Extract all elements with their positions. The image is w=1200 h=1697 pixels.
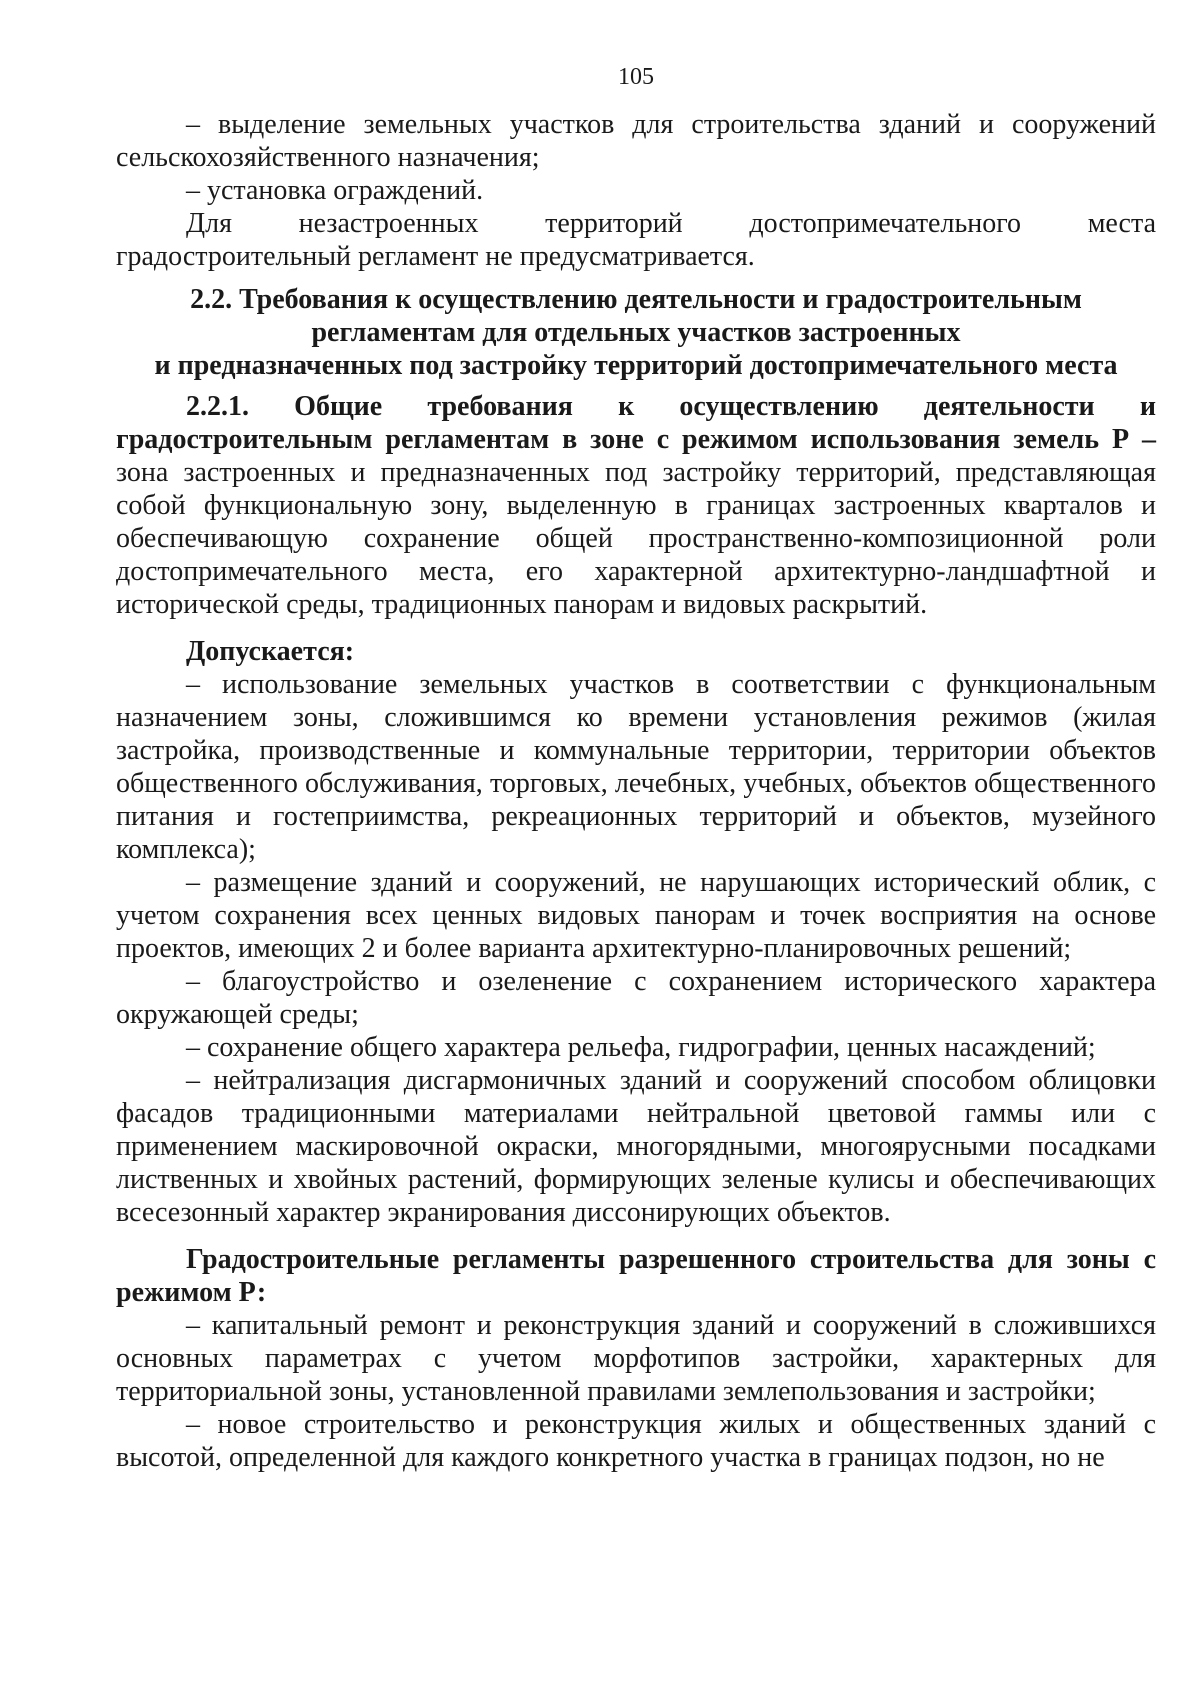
section-2-2-1-paragraph <box>116 390 1156 621</box>
document-page <box>116 62 1156 1474</box>
list-item: – новое строительство и реконструкция жилых и общественных зданий с высотой, определенной для каждого конкретного участка в границах подзон, но не <box>116 1409 1156 1473</box>
list-item: – нейтрализация дисгармоничных зданий и сооружений способом облицовки фасадов традиционными материалами нейтральной цветовой гаммы или с применением маскировочной окраски, многорядными, многоярусными посадками лиственных и хвойных растений, формирующих зеленые кулисы и обеспечивающих всесезонный характер экранирования диссонирующих объектов. <box>116 1065 1156 1228</box>
list-item: – выделение земельных участков для строительства зданий и сооружений сельскохозяйственного назначения; <box>116 109 1156 173</box>
list-item: – сохранение общего характера рельефа, гидрографии, ценных насаждений; <box>186 1032 1096 1063</box>
section-heading-line: и предназначенных под застройку территорий достопримечательного места <box>154 350 1118 381</box>
section-2-2-1-title: 2.2.1. Общие требования к осуществлению деятельности и градостроительным регламентам в зоне с режимом использования земель Р – <box>116 391 1156 455</box>
section-heading-2-2 <box>116 283 1156 382</box>
section-heading-line: регламентам для отдельных участков застроенных <box>311 317 961 348</box>
section-2-2-1-text: зона застроенных и предназначенных под застройку территорий, представляющая собой функциональную зону, выделенную в границах застроенных кварталов и обеспечивающую сохранение общей пространственно-композиционной роли достопримечательного места, его характерной архитектурно-ландшафтной и исторической среды, традиционных панорам и видовых раскрытий. <box>116 457 1156 620</box>
page-number: 105 <box>618 64 654 90</box>
list-item: – размещение зданий и сооружений, не нарушающих исторический облик, с учетом сохранения всех ценных видовых панорам и точек восприятия на основе проектов, имеющих 2 и более варианта архитектурно-планировочных решений; <box>116 867 1156 964</box>
list-item: – установка ограждений. <box>186 175 484 206</box>
list-item: – благоустройство и озеленение с сохранением исторического характера окружающей среды; <box>116 966 1156 1030</box>
allowed-heading: Допускается: <box>186 636 355 667</box>
paragraph-unbuilt: Для незастроенных территорий достопримечательного места градостроительный регламент не предусматривается. <box>116 208 1156 272</box>
section-heading-line: 2.2. Требования к осуществлению деятельности и градостроительным <box>190 284 1082 315</box>
regulations-heading: Градостроительные регламенты разрешенного строительства для зоны с режимом Р: <box>116 1244 1156 1308</box>
list-item: – капитальный ремонт и реконструкция зданий и сооружений в сложившихся основных параметрах с учетом морфотипов застройки, характерных для территориальной зоны, установленной правилами землепользования и застройки; <box>116 1310 1156 1407</box>
list-item: – использование земельных участков в соответствии с функциональным назначением зоны, сложившимся ко времени установления режимов (жилая застройка, производственные и коммунальные территории, территории объектов общественного обслуживания, торговых, лечебных, учебных, объектов общественного питания и гостеприимства, рекреационных территорий и объектов, музейного комплекса); <box>116 669 1156 865</box>
